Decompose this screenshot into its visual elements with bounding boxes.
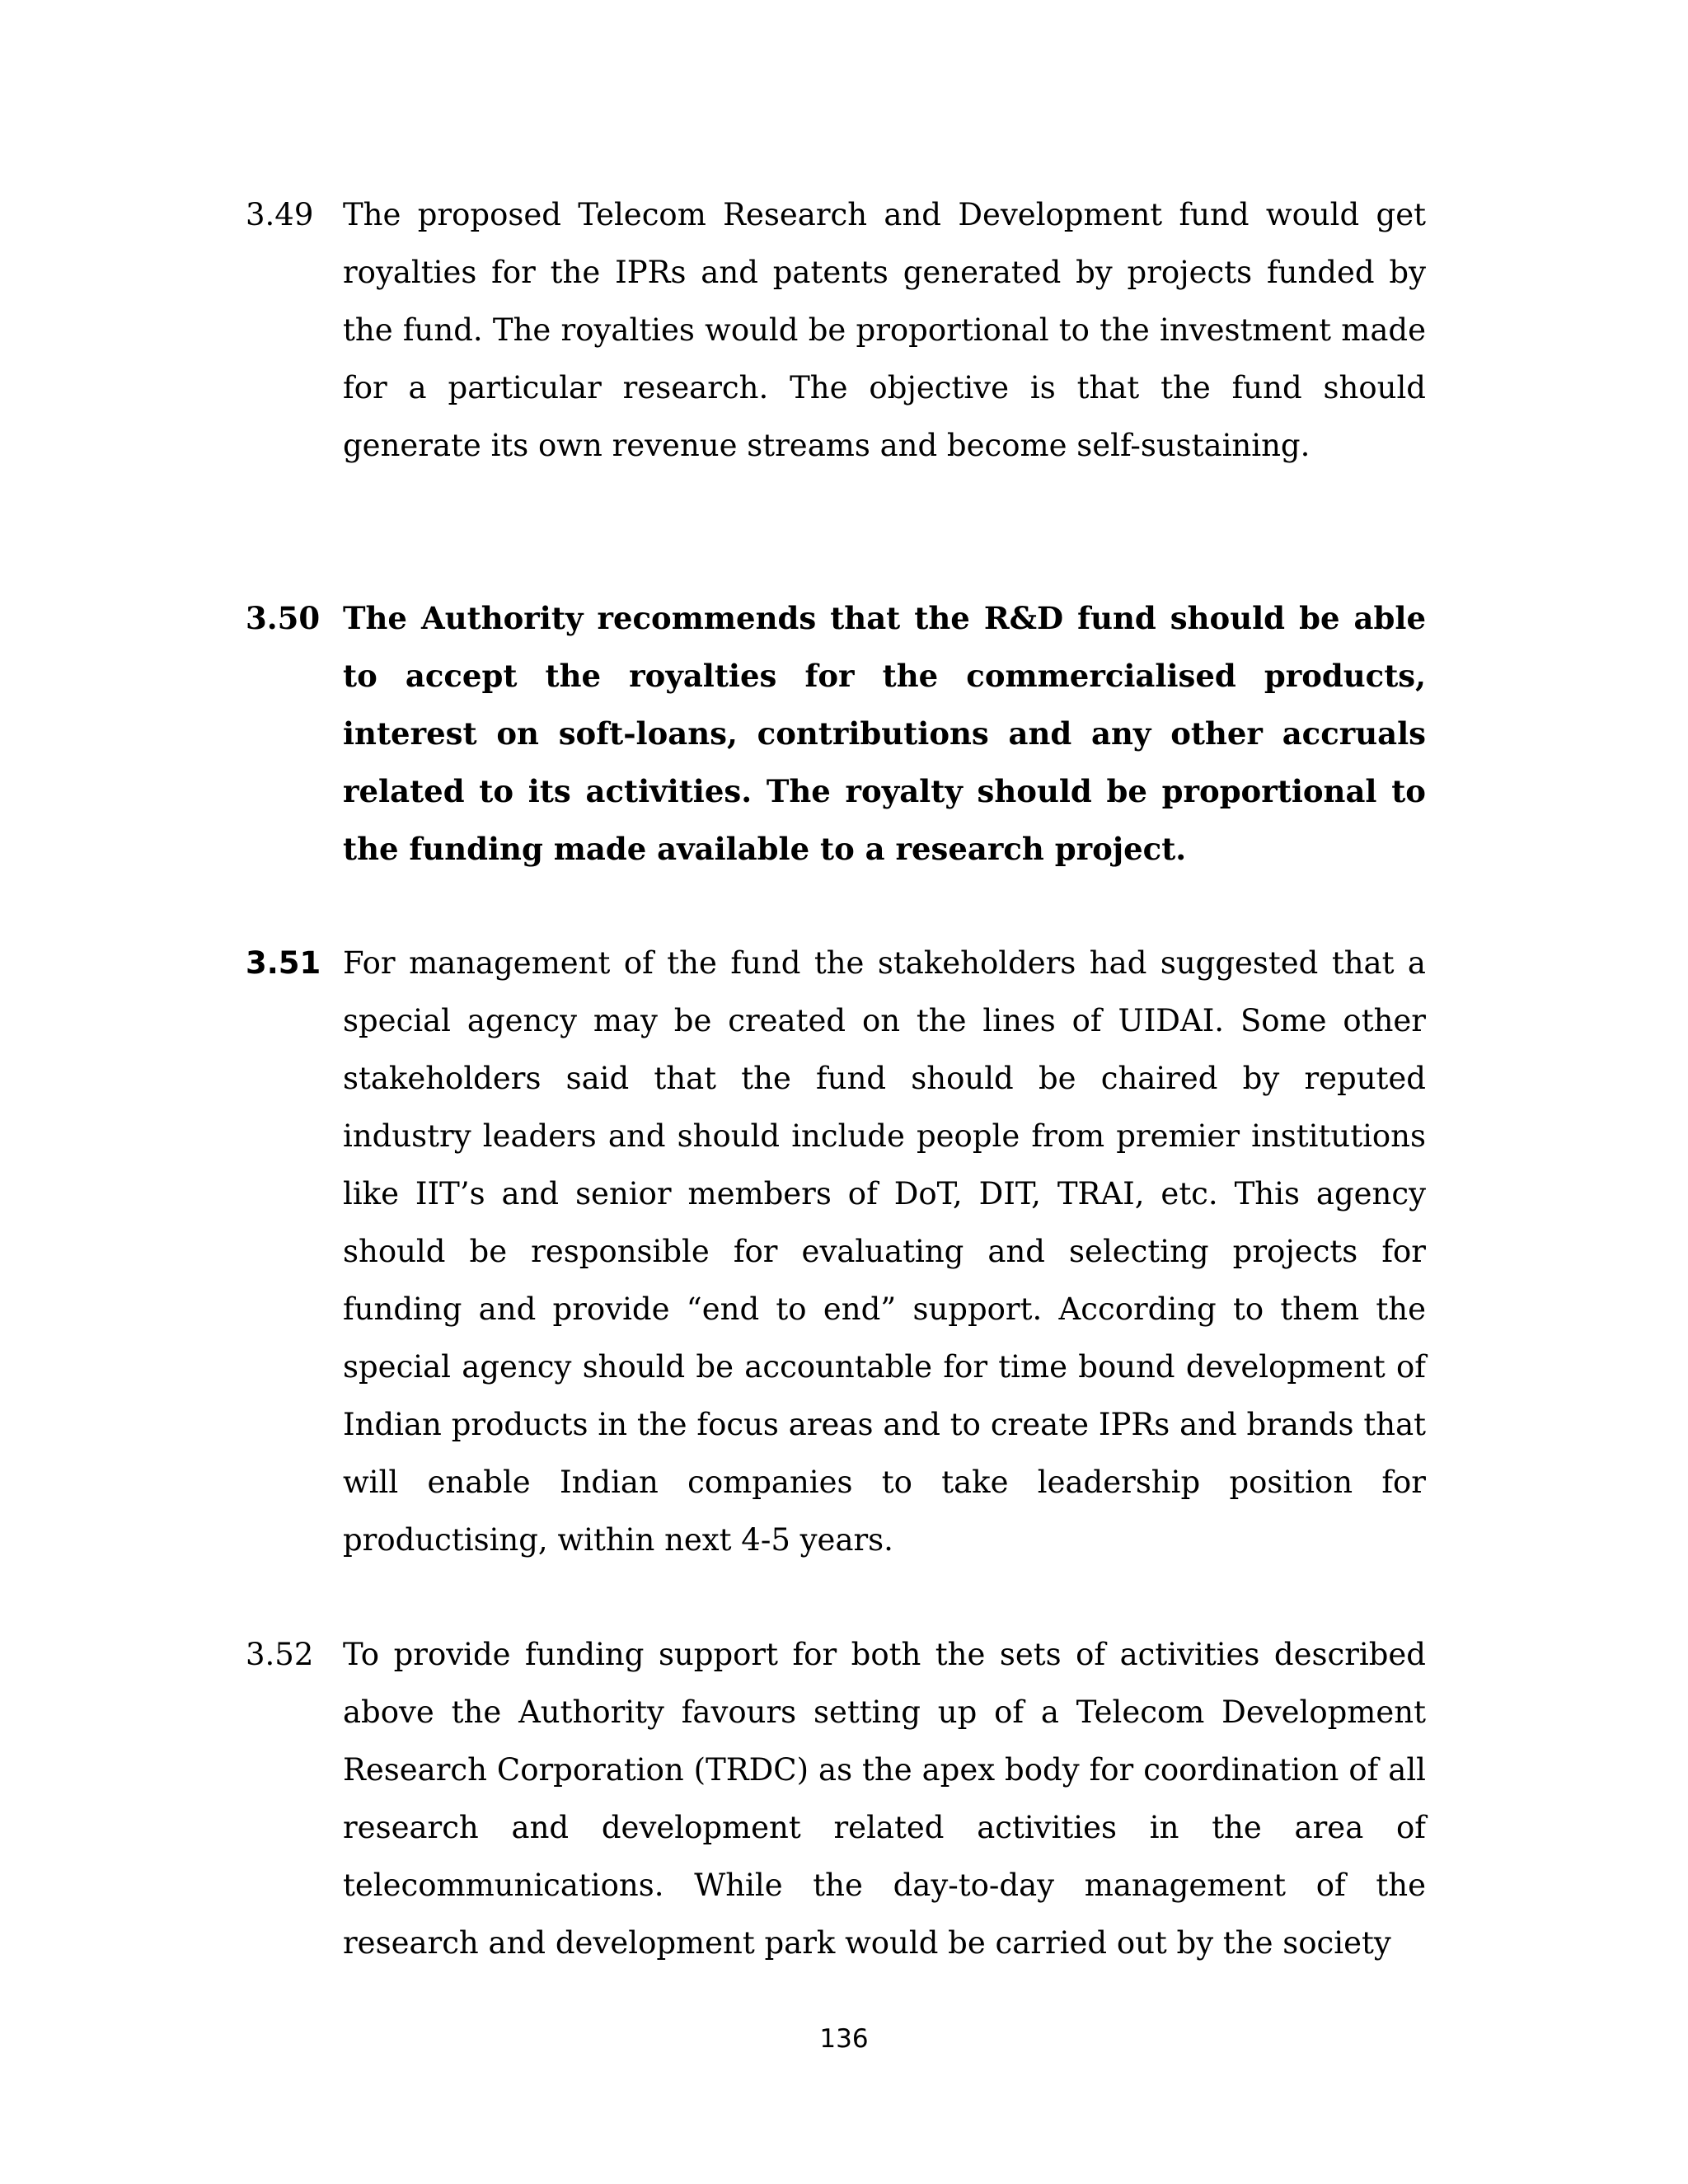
paragraph-number: 3.52 bbox=[246, 1637, 314, 1672]
paragraph-number: 3.49 bbox=[246, 197, 314, 232]
paragraph-text: The Authority recommends that the R&D fund should be able to accept the royalties for the commercialised products, interest on soft-loans, contributions and any other accruals related to its activities. The royalty should be proportional to the funding made available to a research project. bbox=[343, 600, 1426, 867]
paragraph-number: 3.51 bbox=[246, 945, 321, 981]
paragraph-number: 3.50 bbox=[246, 600, 321, 636]
paragraph-text: To provide funding support for both the sets of activities described above the Authority favours setting up of a Telecom Development Research Corporation (TRDC) as the apex body for coordination of all research and development related activities in the area of telecommunications. While the day-to-day management of the research and development park would be carried out by the society bbox=[343, 1637, 1426, 1961]
page-number: 136 bbox=[819, 2024, 869, 2054]
paragraph-text: For management of the fund the stakeholders had suggested that a special agency may be created on the lines of UIDAI. Some other stakeholders said that the fund should be chaired by reputed industry leaders and should include people from premier institutions like IIT’s and senior members of DoT, DIT, TRAI, etc. This agency should be responsible for evaluating and selecting projects for funding and provide “end to end” support. According to them the special agency should be accountable for time bound development of Indian products in the focus areas and to create IPRs and brands that will enable Indian companies to take leadership position for productising, within next 4-5 years. bbox=[343, 945, 1426, 1558]
paragraph-text: The proposed Telecom Research and Development fund would get royalties for the IPRs and patents generated by projects funded by the fund. The royalties would be proportional to the investment made for a particular research. The objective is that the fund should generate its own revenue streams and become self-sustaining. bbox=[343, 197, 1426, 463]
